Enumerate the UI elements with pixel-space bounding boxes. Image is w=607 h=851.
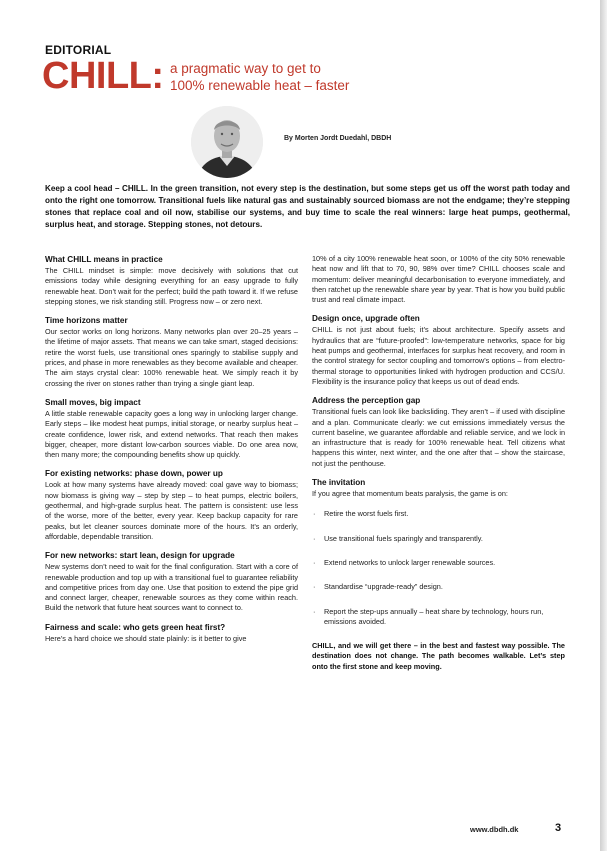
section-body: New systems don’t need to wait for the final configuration. Start with a core of renewable production and top up with a transitional fuel to guarantee reliability and competitive prices from day one. Use that position to extend the pipe grid and connect larger, cheaper, renewable sources as they come within reach. Build the network that future heat sources want to connect to.: [45, 562, 298, 613]
section-body: Here’s a hard choice we should state plainly: is it better to give: [45, 633, 247, 643]
intro-paragraph: Keep a cool head – CHILL. In the green transition, not every step is the destination, but some steps get us off the worst path today and onto the right one tomorrow. Transitional fuels like natural gas and sustainably sourced biomass are not the endgame; they’re stepping stones that replace coal and oil now, stabilise our systems, and buy time to scale the real winners: large heat pumps, geothermal, surplus heat, and storage. Stepping stones, not detours.: [45, 184, 570, 229]
article-section: [45, 397, 298, 460]
bullet-icon: ·: [313, 533, 316, 543]
article-section: [45, 468, 298, 542]
section-body: Our sector works on long horizons. Many networks plan over 20–25 years – the lifetime of major assets. That means we can take smart, staged decisions: retire the worst fuels, use transitional ones sparingly to stabilise supply and prices, and phase in more renewables as they become available and cheaper. The aim stays crystal clear: 100% renewable heat. We simply reach it by crossing the river on stones rather than trying a single giant leap.: [45, 327, 298, 388]
list-item-text: Use transitional fuels sparingly and transparently.: [324, 533, 483, 543]
list-item: [312, 534, 565, 544]
section-body: CHILL is not just about fuels; it’s about architecture. Specify assets and hydraulics that are “future-proofed”: low-temperature networks, space for big heat pumps and geothermal, interfaces for surplus heat recovery, and room in the control strategy for sector coupling and tomorrow’s options – from electro-thermal storage to opportunities linked with hydrogen production and CCS/U. Flexibility is the insurance policy that keeps us out of dead ends.: [312, 325, 565, 386]
section-heading: For new networks: start lean, design for upgrade: [45, 551, 235, 561]
list-item-text: Retire the worst fuels first.: [324, 509, 409, 519]
author-portrait: [191, 106, 263, 178]
headline-chill: CHILL:: [42, 55, 164, 97]
list-item: [312, 607, 565, 628]
article-section: [312, 395, 565, 469]
page-number: 3: [555, 822, 562, 834]
section-heading: Design once, upgrade often: [312, 314, 420, 324]
section-heading: What CHILL means in practice: [45, 255, 163, 264]
article-section: [45, 315, 298, 389]
list-item: [312, 558, 565, 568]
section-body: 10% of a city 100% renewable heat soon, or 100% of the city 50% renewable heat now and lift that to 70, 90, 98% over time? CHILL chooses scale and momentum: deliver meaningful decarbonisation to everyone immediately, and then ratchet up the renewable share year by year. That is how you build public trust and real climate impact.: [312, 254, 565, 305]
bullet-icon: ·: [313, 557, 316, 567]
list-item-text: Extend networks to unlock larger renewable sources.: [324, 557, 496, 567]
section-heading: For existing networks: phase down, power up: [45, 469, 223, 479]
section-label: EDITORIAL: [45, 43, 112, 57]
list-item: [312, 582, 565, 592]
section-heading: Time horizons matter: [45, 316, 128, 326]
section-heading: The invitation: [312, 478, 366, 488]
list-item-text: Standardise “upgrade-ready” design.: [324, 582, 443, 592]
right-column: [312, 254, 565, 680]
section-body: A little stable renewable capacity goes a long way in unlocking larger change. Early steps – like modest heat pumps, initial storage, or nearby surplus heat – create confidence, lower risk, and extend networks. That reach then makes bigger, cheaper, more distant low-carbon sources viable. Do one area now, then many more; the compounding benefits show up quickly.: [45, 408, 298, 460]
article-section: [45, 550, 298, 613]
left-column: [45, 254, 298, 652]
bullet-icon: ·: [313, 606, 316, 616]
invitation-list: [312, 509, 565, 627]
section-heading: Small moves, big impact: [45, 397, 141, 407]
subtitle-line: a pragmatic way to get to: [170, 61, 321, 76]
headline-subtitle: [170, 60, 349, 94]
list-item-text: Report the step-ups annually – heat share by technology, hours run, emissions avoided.: [324, 606, 544, 626]
section-body: Look at how many systems have already moved: coal gave way to biomass; now biomass is giving way – step by step – to heat pumps, electric boilers, geothermal, and high-grade surplus heat. The pattern is consistent: use less of the worse, more of the better, every year. Keep backup capacity for rare peaks, but let cleaner sources dominate more of the hours. It’s an orderly, affordable, dependable transition.: [45, 480, 298, 541]
bullet-icon: ·: [313, 582, 316, 592]
byline: By Morten Jordt Duedahl, DBDH: [284, 135, 392, 142]
closing-paragraph: CHILL, and we will get there – in the best and fastest way possible. The destination does not change. The path becomes walkable. Let’s step onto the first stone and keep moving.: [312, 641, 565, 671]
article-section-continued: [312, 254, 565, 305]
section-heading: Fairness and scale: who gets green heat first?: [45, 622, 226, 632]
section-heading: Address the perception gap: [312, 396, 421, 406]
article-section: [312, 313, 565, 387]
section-body: Transitional fuels can look like backsliding. They aren’t – if used with discipline and a plan. Communicate clearly: we cut emissions immediately versus the current baseline, we guarantee affordable and reliable service, and we lock in an infrastructure that is ready for 100% renewable heat. Tell citizens what happens this winter, next winter, and the one after that – show the staircase, not just the penthouse.: [312, 407, 565, 468]
article-section: [45, 622, 298, 644]
article-section: [312, 477, 565, 672]
section-body: If you agree that momentum beats paralysis, the game is on:: [312, 489, 508, 499]
article-section: [45, 254, 298, 307]
list-item: [312, 509, 565, 519]
page-edge-shadow: [600, 0, 607, 851]
section-body: The CHILL mindset is simple: move decisively with solutions that cut emissions today while designing everything for an easy upgrade to fully renewable heat. Don’t wait for the perfect; build the path toward it. If we refuse stepping stones, we risk standing still. Progress now – or zero next.: [45, 266, 298, 306]
bullet-icon: ·: [313, 509, 316, 519]
footer-url: www.dbdh.dk: [470, 825, 519, 834]
author-portrait-image: [191, 106, 263, 178]
subtitle-line: 100% renewable heat – faster: [170, 78, 350, 93]
